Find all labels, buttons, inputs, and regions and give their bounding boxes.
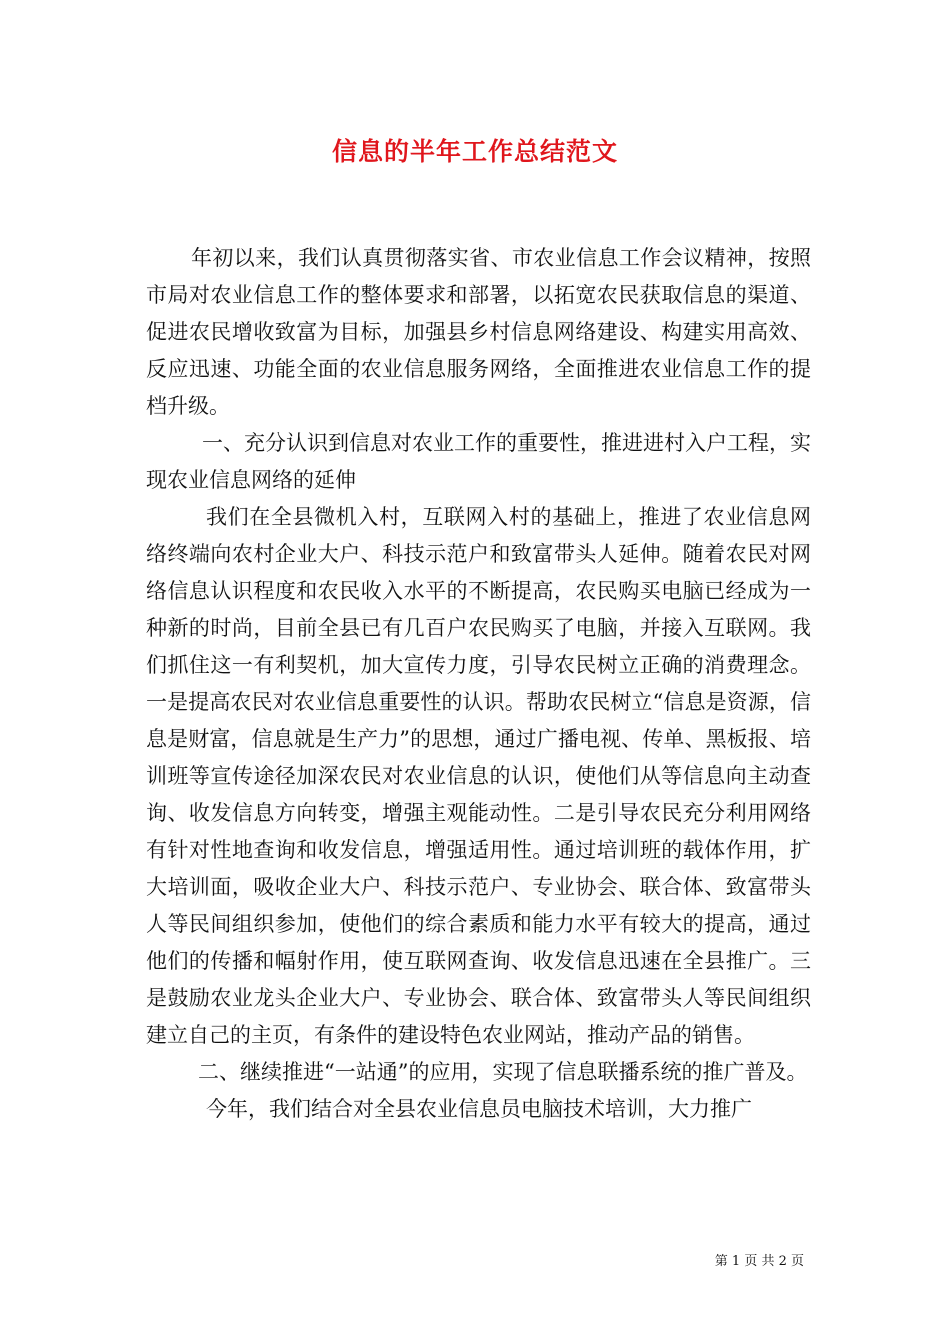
page-number-footer: 第 1 页 共 2 页 [714, 1254, 804, 1269]
section-heading-2: 二、继续推进“一站通”的应用，实现了信息联播系统的推广普及。 [198, 1060, 808, 1084]
paragraph-section-2: 今年，我们结合对全县农业信息员电脑技术培训，大力推广 [206, 1097, 752, 1121]
document-title: 信息的半年工作总结范文 [331, 137, 618, 166]
paragraph-section-1: 我们在全县微机入村，互联网入村的基础上，推进了农业信息网络终端向农村企业大户、科技示范户和致富带头人延伸。随着农民对网络信息认识程度和农民收入水平的不断提高，农民购买电脑已经成为一种新的时尚，目前全县已有几百户农民购买了电脑，并接入互联网。我们抓住这一有利契机，加大宣传力度，引导农民树立正确的消费理念。一是提高农民对农业信息重要性的认识。帮助农民树立“信息是资源，信息是财富，信息就是生产力”的思想，通过广播电视、传单、黑板报、培训班等宣传途径加深农民对农业信息的认识，使他们从等信息向主动查询、收发信息方向转变，增强主观能动性。二是引导农民充分利用网络有针对性地查询和收发信息，增强适用性。通过培训班的载体作用，扩大培训面，吸收企业大户、科技示范户、专业协会、联合体、致富带头人等民间组织参加，使他们的综合素质和能力水平有较大的提高，通过他们的传播和幅射作用，使互联网查询、收发信息迅速在全县推广。三是鼓励农业龙头企业大户、专业协会、联合体、致富带头人等民间组织建立自己的主页，有条件的建设特色农业网站，推动产品的销售。 [146, 505, 811, 1047]
section-heading-1: 一、充分认识到信息对农业工作的重要性，推进进村入户工程，实现农业信息网络的延伸 [146, 431, 811, 492]
document-body [146, 240, 811, 1128]
paragraph-intro: 年初以来，我们认真贯彻落实省、市农业信息工作会议精神，按照市局对农业信息工作的整体要求和部署，以拓宽农民获取信息的渠道、促进农民增收致富为目标，加强县乡村信息网络建设、构建实用高效、反应迅速、功能全面的农业信息服务网络，全面推进农业信息工作的提档升级。 [146, 246, 811, 418]
